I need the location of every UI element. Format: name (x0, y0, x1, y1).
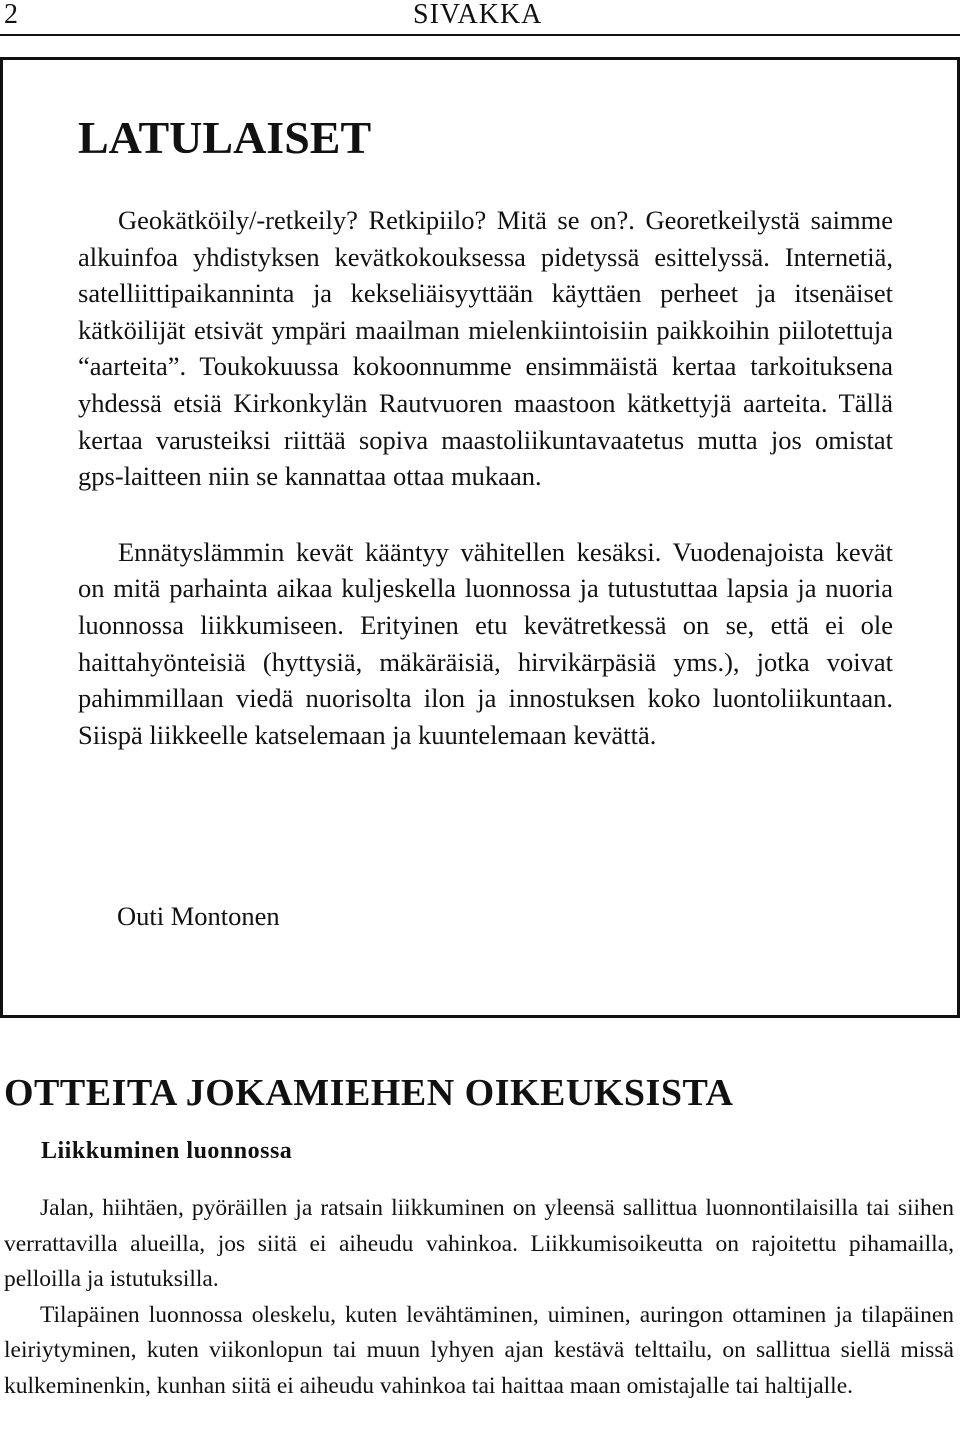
article-title: LATULAISET (78, 112, 372, 163)
running-title: SIVAKKA (413, 0, 543, 30)
article-paragraph: Ennätyslämmin kevät kääntyy vähitellen kesäksi. Vuodenajoista kevät on mitä parhainta aikaa kuljeskella luonnossa ja tutustuttaa lapsia ja nuoria luonnossa liikkumiseen. Erityinen etu kevätretkessä on se, että ei ole haittahyönteisiä (hyttysiä, mäkäräisiä, hirvikärpäsiä yms.), jotka voivat pahimmillaan viedä nuorisolta ilon ja innostuksen koko luontoliikuntaan. Siispä liikkeelle katselemaan ja kuuntelemaan kevättä. (78, 536, 893, 750)
section-paragraph: Tilapäinen luonnossa oleskelu, kuten levähtäminen, uiminen, auringon ottaminen ja tilapäinen leiriytyminen, kuten viikonlopun tai muun lyhyen ajan kestävä telttailu, on sallittua siellä missä kulkeminenkin, kunhan siitä ei aiheudu vahinkoa tai haittaa maan omistajalle tai haltijalle. (4, 1301, 954, 1399)
article-body (78, 202, 893, 753)
article-box (0, 57, 960, 1018)
section-body (4, 1191, 954, 1404)
article-paragraph: Geokätköily/-retkeily? Retkipiilo? Mitä se on?. Georetkeilystä saimme alkuinfoa yhdistyksen kevätkokouksessa pidetyssä esittelyssä. Internetiä, satelliittipaikanninta ja kekseliäisyyttään käyttäen perheet ja itsenäiset kätköilijät etsivät ympäri maailman mielenkiintoisiin paikkoihin piilotettuja “aarteita”. Toukokuussa kokoonnumme ensimmäistä kertaa tarkoituksena yhdessä etsiä Kirkonkylän Rautvuoren maastoon kätkettyjä aarteita. Tällä kertaa varusteiksi riittää sopiva maastoliikuntavaatetus mutta jos omistat gps-laitteen niin se kannattaa ottaa mukaan. (78, 205, 893, 492)
section-title: OTTEITA JOKAMIEHEN OIKEUKSISTA (4, 1072, 734, 1114)
page-number: 2 (4, 0, 18, 30)
article-signature: Outi Montonen (117, 901, 280, 931)
section-subtitle: Liikkuminen luonnossa (41, 1138, 293, 1164)
section-paragraph: Jalan, hiihtäen, pyöräillen ja ratsain liikkuminen on yleensä sallittua luonnontilaisilla tai siihen verrattavilla alueilla, jos siitä ei aiheudu vahinkoa. Liikkumisoikeutta on rajoitettu pihamailla, pelloilla ja istutuksilla. (4, 1195, 954, 1292)
page-header (0, 0, 960, 36)
